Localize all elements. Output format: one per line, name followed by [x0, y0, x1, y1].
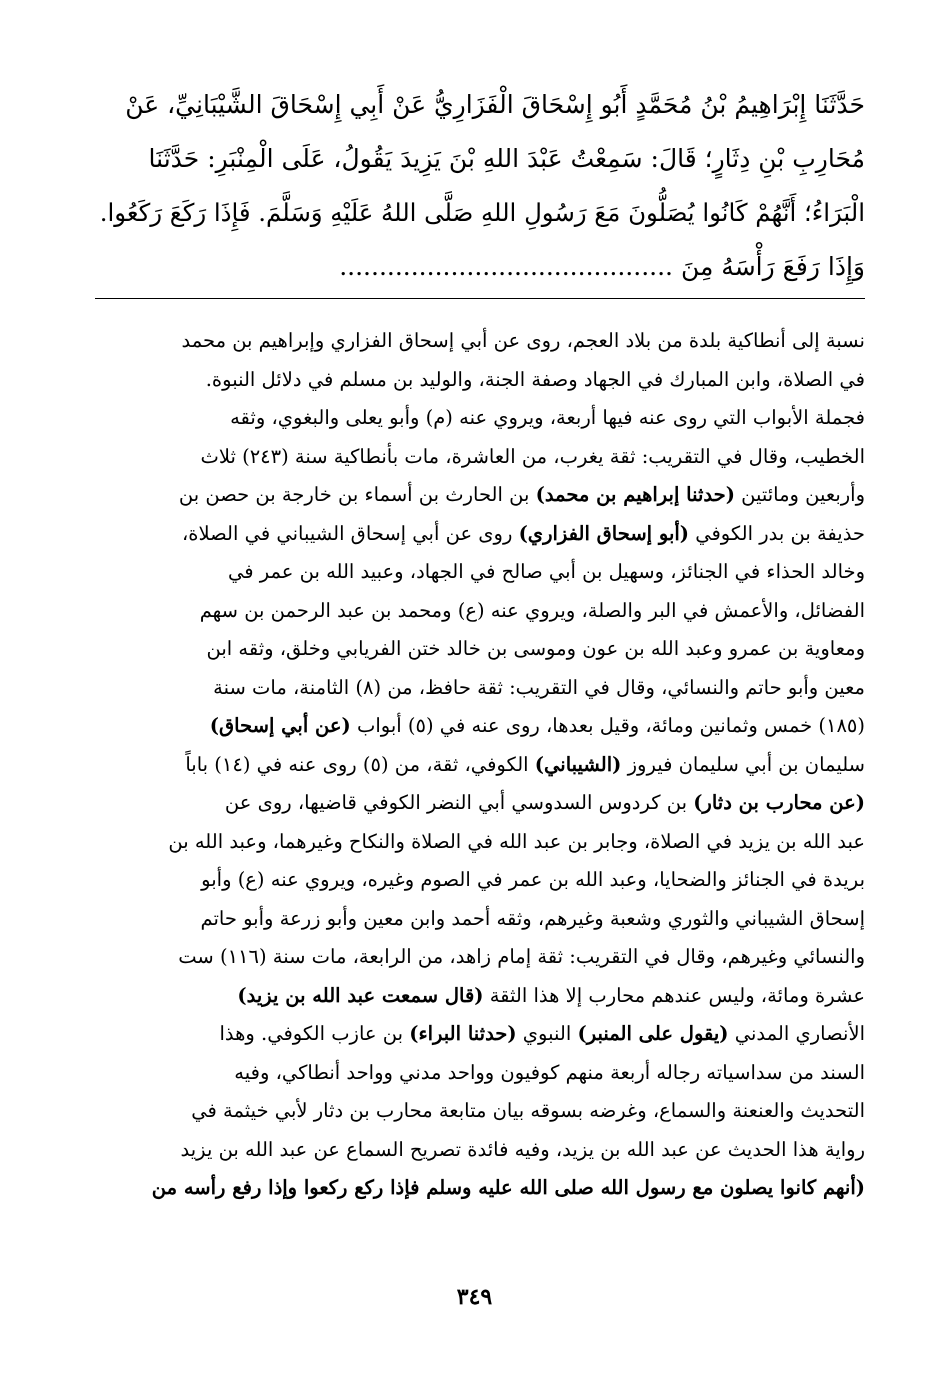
commentary-line	[95, 1092, 865, 1131]
commentary-line	[95, 1131, 865, 1170]
commentary-segment: معين وأبو حاتم والنسائي، وقال في التقريب: ثقة حافظ، من (٨) الثامنة، مات سنة	[213, 675, 865, 699]
footnote-divider	[95, 298, 865, 299]
commentary-line	[95, 553, 865, 592]
hadith-line: الْبَرَاءُ؛ أَنَّهُمْ كَانُوا يُصَلُّونَ مَعَ رَسُولِ اللهِ صَلَّى اللهُ عَلَيْهِ وَسَلَّمَ. فَإِذَا رَكَعَ رَكَعُوا.	[99, 198, 865, 227]
commentary-line	[95, 938, 865, 977]
commentary-segment: بريدة في الجنائز والضحايا، وعبد الله بن عمر في الصوم وغيره، ويروي عنه (ع) وأبو	[201, 868, 865, 891]
commentary-segment: عشرة ومائة، وليس عندهم محارب إلا هذا الثقة	[483, 983, 865, 1007]
commentary-line	[95, 707, 865, 746]
page-number: ٣٤٩	[456, 1284, 493, 1310]
commentary-line	[95, 861, 865, 900]
bold-quote: (حدثنا البراء)	[409, 1022, 517, 1045]
commentary-line	[95, 1169, 865, 1208]
commentary-segment: الفضائل، والأعمش في البر والصلة، ويروي عنه (ع) ومحمد بن عبد الرحمن بن سهم	[199, 598, 865, 622]
commentary-segment: (١٨٥) خمس وثمانين ومائة، وقيل بعدها، روى عنه في (٥) أبواب	[350, 714, 865, 737]
commentary-line	[95, 438, 865, 477]
commentary-line	[95, 322, 865, 361]
commentary-line	[95, 476, 865, 515]
bold-quote: (يقول على المنبر)	[577, 1022, 729, 1045]
commentary-segment: وأربعين ومائتين	[734, 483, 865, 506]
hadith-line: مُحَارِبِ بْنِ دِثَارٍ؛ قَالَ: سَمِعْتُ عَبْدَ اللهِ بْنَ يَزِيدَ يَقُولُ، عَلَى الْمِنْبَرِ: حَدَّثَنَا	[148, 144, 865, 173]
commentary-line	[95, 1015, 865, 1054]
commentary-segment: الخطيب، وقال في التقريب: ثقة يغرب، من العاشرة، مات بأنطاكية سنة (٢٤٣) ثلاث	[200, 444, 865, 468]
commentary-line	[95, 1054, 865, 1093]
commentary-line	[95, 784, 865, 823]
commentary-text	[95, 322, 865, 1208]
commentary-segment: التحديث والعنعنة والسماع، وغرضه بسوقه بيان متابعة محارب بن دثار لأبي خيثمة في	[191, 1099, 865, 1122]
commentary-line	[95, 900, 865, 939]
hadith-line: حَدَّثَنَا إِبْرَاهِيمُ بْنُ مُحَمَّدٍ أَبُو إِسْحَاقَ الْفَزَارِيُّ عَنْ أَبِي إِسْحَاقَ الشَّيْبَانِيِّ، عَنْ	[125, 90, 865, 119]
commentary-segment: عبد الله بن يزيد في الصلاة، وجابر بن عبد الله في الصلاة والنكاح وغيرهما، وعبد الله بن	[168, 829, 865, 853]
bold-quote: (عن محارب بن دثار)	[693, 791, 865, 814]
commentary-segment: إسحاق الشيباني والثوري وشعبة وغيرهم، وثقه أحمد وابن معين وأبو زرعة وأبو حاتم	[200, 906, 865, 930]
commentary-segment: بن كردوس السدوسي أبي النضر الكوفي قاضيها، روى عن	[224, 791, 694, 814]
hadith-text	[95, 78, 865, 294]
commentary-segment: نسبة إلى أنطاكية بلدة من بلاد العجم، روى عن أبي إسحاق الفزاري وإبراهيم بن محمد	[181, 329, 865, 352]
commentary-line	[95, 515, 865, 554]
commentary-line	[95, 746, 865, 785]
commentary-segment: الأنصاري المدني	[728, 1022, 865, 1045]
commentary-segment: حذيفة بن بدر الكوفي	[689, 521, 865, 545]
commentary-line	[95, 669, 865, 708]
commentary-line	[95, 823, 865, 862]
commentary-segment: الكوفي، ثقة، من (٥) روى عنه في (١٤) باباً	[185, 752, 535, 776]
continuation-dots: ..........................................	[339, 252, 673, 281]
commentary-segment: النبوي	[516, 1022, 578, 1045]
bold-quote: (الشيباني)	[534, 752, 622, 776]
bold-quote: (حدثنا إبراهيم بن محمد)	[535, 483, 735, 506]
commentary-segment: رواية هذا الحديث عن عبد الله بن يزيد، وفيه فائدة تصريح السماع عن عبد الله بن يزيد	[180, 1137, 865, 1161]
commentary-segment: ومعاوية بن عمرو وعبد الله بن عون وموسى بن خالد ختن الفريابي وخلق، وثقه ابن	[206, 637, 865, 660]
commentary-segment: السند من سداسياته رجاله أربعة منهم كوفيون وواحد مدني وواحد أنطاكي، وفيه	[234, 1060, 865, 1084]
commentary-line	[95, 399, 865, 438]
bold-quote: (عن أبي إسحاق)	[209, 714, 351, 737]
commentary-segment: والنسائي وغيرهم، وقال في التقريب: ثقة إمام زاهد، من الرابعة، مات سنة (١١٦) ست	[178, 945, 865, 968]
commentary-segment: بن الحارث بن أسماء بن خارجة بن حصن بن	[178, 483, 536, 506]
commentary-segment: فجملة الأبواب التي روى عنه فيها أربعة، ويروي عنه (م) وأبو يعلى والبغوي، وثقه	[230, 406, 865, 429]
bold-quote: (أبو إسحاق الفزاري)	[518, 521, 690, 545]
commentary-line	[95, 361, 865, 400]
hadith-line	[95, 240, 865, 294]
commentary-line	[95, 977, 865, 1016]
bold-quote: (قال سمعت عبد الله بن يزيد)	[237, 983, 484, 1007]
commentary-line	[95, 592, 865, 631]
commentary-segment: وخالد الحذاء في الجنائز، وسهيل بن أبي صالح في الجهاد، وعبيد الله بن عمر في	[227, 560, 865, 583]
bold-quote: (أنهم كانوا يصلون مع رسول الله صلى الله عليه وسلم فإذا ركع ركعوا وإذا رفع رأسه من	[151, 1176, 865, 1199]
commentary-segment: روى عن أبي إسحاق الشيباني في الصلاة،	[181, 521, 519, 545]
commentary-segment: بن عازب الكوفي. وهذا	[219, 1022, 410, 1045]
commentary-line	[95, 630, 865, 669]
commentary-segment: سليمان بن أبي سليمان فيروز	[621, 752, 865, 776]
hadith-line-text: وَإِذَا رَفَعَ رَأْسَهُ مِنَ	[680, 252, 865, 281]
commentary-segment: في الصلاة، وابن المبارك في الجهاد وصفة الجنة، والوليد بن مسلم في دلائل النبوة.	[205, 367, 865, 391]
